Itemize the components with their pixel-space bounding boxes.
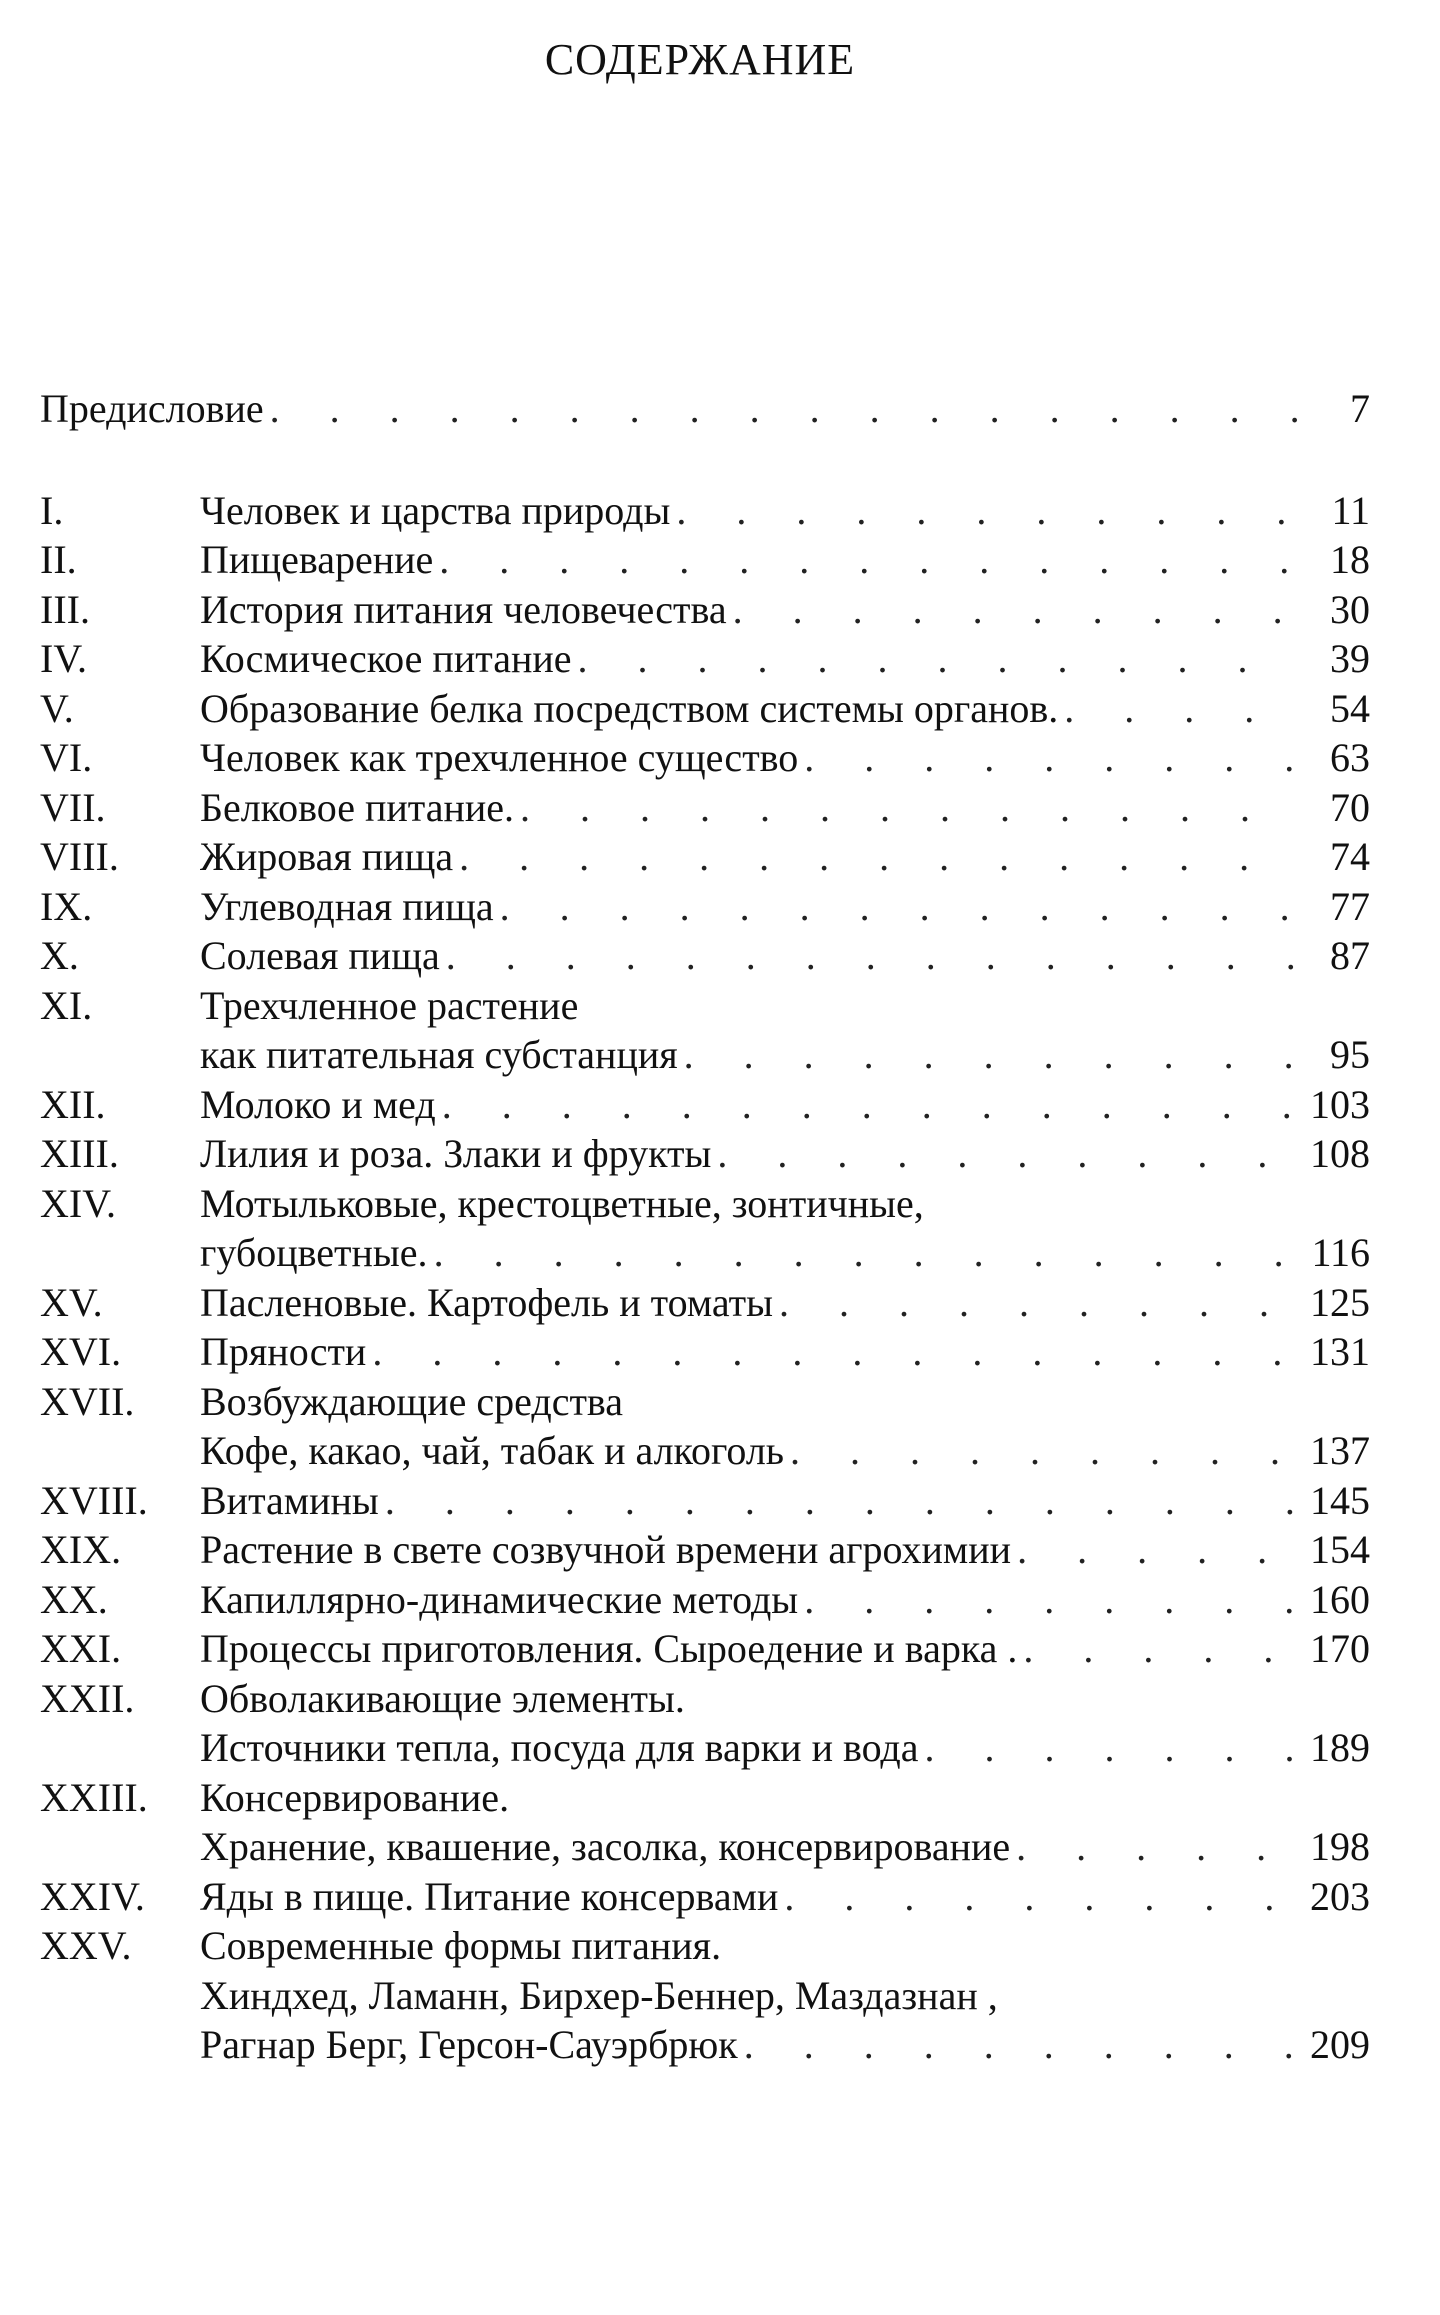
toc-entry-title: Космическое питание — [200, 636, 572, 681]
toc-entry-title: Рагнар Берг, Герсон-Сауэрбрюк — [200, 2022, 738, 2067]
chapter-number: XIX. — [40, 1527, 122, 1572]
chapter-number: II. — [40, 537, 77, 582]
toc-entry-line — [40, 1625, 1370, 1675]
toc-entry-line — [40, 536, 1370, 586]
chapter-number: VIII. — [40, 834, 119, 879]
toc-entry-preface — [40, 385, 1370, 435]
toc-page-number: 70 — [1330, 784, 1370, 830]
toc-entry-line — [40, 1229, 1370, 1279]
toc-entry-line — [40, 982, 1370, 1032]
dot-leader — [784, 1427, 1300, 1474]
toc-entry-line — [40, 1031, 1370, 1081]
toc-entry-line — [40, 1774, 1370, 1824]
toc-entry-line — [40, 1675, 1370, 1725]
chapter-number: IV. — [40, 636, 88, 681]
toc-entry-line — [40, 734, 1370, 784]
dot-leader — [572, 635, 1300, 682]
toc-entry-title: Обволакивающие элементы. — [200, 1675, 685, 1721]
toc-page-number: 116 — [1311, 1230, 1370, 1275]
toc-page-number: 39 — [1330, 636, 1370, 681]
chapter-number: XXII. — [40, 1675, 135, 1721]
toc-page-number: 11 — [1331, 487, 1370, 533]
toc-page-number: 145 — [1310, 1477, 1370, 1523]
dot-leader — [264, 385, 1300, 432]
toc-page-number: 77 — [1330, 883, 1370, 929]
toc-page-number: 108 — [1310, 1131, 1370, 1176]
toc-entry-title: Кофе, какао, чай, табак и алкоголь — [200, 1428, 785, 1473]
chapter-number: XXIII. — [40, 1774, 148, 1820]
dot-leader — [727, 586, 1300, 633]
toc-entry-line — [40, 1477, 1370, 1527]
page-title: СОДЕРЖАНИЕ — [544, 35, 856, 84]
toc-entry-line — [40, 685, 1370, 735]
dot-leader — [778, 1873, 1300, 1920]
toc-page-number: 30 — [1330, 586, 1370, 632]
toc-entry-line — [40, 1180, 1370, 1230]
chapter-number: XXV. — [40, 1923, 132, 1968]
toc-entry-line — [40, 2021, 1370, 2071]
chapter-number: XII. — [40, 1081, 106, 1127]
toc-entry-title: Лилия и роза. Злаки и фрукты — [200, 1131, 712, 1176]
toc-page-number: 160 — [1310, 1576, 1370, 1622]
toc-page-number: 95 — [1330, 1032, 1370, 1077]
dot-leader — [738, 2021, 1300, 2068]
dot-leader — [436, 1081, 1300, 1128]
toc-entry-line — [40, 833, 1370, 883]
toc-page-number: 74 — [1330, 834, 1370, 879]
chapter-number: XVII. — [40, 1378, 135, 1424]
toc-entry-title: Современные формы питания. — [200, 1923, 722, 1968]
toc-entry-line — [40, 1823, 1370, 1873]
dot-leader — [366, 1328, 1300, 1375]
toc-entry-line — [40, 1279, 1370, 1329]
toc-entry-line — [40, 1427, 1370, 1477]
dot-leader — [1017, 1625, 1300, 1672]
dot-leader — [711, 1130, 1300, 1177]
toc-entry-title: Белковое питание. — [200, 784, 515, 830]
dot-leader — [1011, 1526, 1300, 1573]
toc-entry-title: Мотыльковые, крестоцветные, зонтичные, — [200, 1180, 924, 1226]
chapter-number: VI. — [40, 735, 93, 780]
toc-entry-title: Углеводная пища — [200, 883, 494, 929]
toc-entry-title: Витамины — [200, 1477, 379, 1523]
toc-entry-title: Жировая пища — [200, 834, 454, 879]
toc-page-number: 131 — [1310, 1329, 1370, 1374]
table-of-contents — [40, 385, 1370, 2071]
chapter-number: XVI. — [40, 1329, 122, 1374]
dot-leader — [773, 1279, 1300, 1326]
toc-entry-line — [40, 1576, 1370, 1626]
toc-entry-title: как питательная субстанция — [200, 1032, 678, 1077]
toc-entry-title: Молоко и мед — [200, 1081, 436, 1127]
toc-entry-line — [40, 784, 1370, 834]
chapter-number: V. — [40, 685, 74, 731]
chapter-number: XIV. — [40, 1180, 116, 1226]
dot-leader — [1010, 1823, 1300, 1870]
chapter-number: XI. — [40, 982, 93, 1028]
chapter-number: XX. — [40, 1576, 108, 1622]
toc-entry-line — [40, 883, 1370, 933]
toc-entry-title: губоцветные. — [200, 1230, 428, 1275]
dot-leader — [798, 734, 1300, 781]
toc-entry-title: Растение в свете созвучной времени агрохимии — [200, 1527, 1012, 1572]
toc-entry-title: Яды в пище. Питание консервами — [200, 1873, 779, 1919]
toc-entry-title: История питания человечества — [200, 586, 727, 632]
toc-entry-line — [40, 1526, 1370, 1576]
toc-entry-title: Солевая пища — [200, 933, 440, 978]
chapter-number: IX. — [40, 883, 93, 929]
toc-page-number: 54 — [1330, 685, 1370, 731]
toc-entry-title: Консервирование. — [200, 1774, 510, 1820]
chapter-number: I. — [40, 487, 64, 533]
toc-entry-line — [40, 1328, 1370, 1378]
toc-entry-title: Источники тепла, посуда для варки и вода — [200, 1725, 919, 1770]
toc-entry-title: Человек как трехчленное существо — [200, 735, 799, 780]
toc-page-number: 203 — [1310, 1873, 1370, 1919]
toc-page-number: 170 — [1310, 1626, 1370, 1671]
toc-entry-line — [40, 635, 1370, 685]
toc-entry-title: Пасленовые. Картофель и томаты — [200, 1279, 773, 1325]
chapter-number: XXIV. — [40, 1873, 145, 1919]
toc-page-number: 209 — [1310, 2022, 1370, 2067]
dot-leader — [798, 1576, 1300, 1623]
toc-page-number: 18 — [1330, 537, 1370, 582]
toc-page-number: 87 — [1330, 933, 1370, 978]
chapter-number: III. — [40, 586, 90, 632]
toc-entry-title: Хранение, квашение, засолка, консервирование — [200, 1824, 1011, 1869]
toc-page-number: 125 — [1310, 1279, 1370, 1325]
toc-entry-title: Трехчленное растение — [200, 982, 579, 1028]
dot-leader — [453, 833, 1300, 880]
toc-page-number: 137 — [1310, 1428, 1370, 1473]
dot-leader — [514, 784, 1300, 831]
toc-page-number: 7 — [1350, 386, 1370, 431]
toc-entry-line — [40, 1922, 1370, 1972]
toc-page-number: 103 — [1310, 1081, 1370, 1127]
dot-leader — [919, 1724, 1300, 1771]
chapter-number: XXI. — [40, 1626, 122, 1671]
toc-entry-line — [40, 932, 1370, 982]
toc-page-number: 154 — [1310, 1527, 1370, 1572]
toc-entry-line — [40, 1130, 1370, 1180]
dot-leader — [433, 536, 1300, 583]
dot-leader — [1058, 685, 1300, 732]
chapter-number: XV. — [40, 1279, 103, 1325]
chapter-number: X. — [40, 933, 79, 978]
toc-entry-title: Пряности — [200, 1329, 367, 1374]
chapter-number: XIII. — [40, 1131, 119, 1176]
toc-entry-title: Человек и царства природы — [200, 487, 671, 533]
toc-entry-line — [40, 1972, 1370, 2022]
toc-page-number: 63 — [1330, 735, 1370, 780]
toc-entry-line — [40, 1873, 1370, 1923]
chapter-number: XVIII. — [40, 1477, 148, 1523]
toc-entry-title: Хиндхед, Ламанн, Бирхер-Беннер, Маздазнан , — [200, 1972, 998, 2018]
toc-entry-line — [40, 487, 1370, 537]
toc-entry-line — [40, 1081, 1370, 1131]
toc-entry-title: Пищеварение — [200, 537, 434, 582]
dot-leader — [440, 932, 1300, 979]
toc-entry-line — [40, 1378, 1370, 1428]
toc-entry-title: Процессы приготовления. Сыроедение и варка . — [200, 1626, 1018, 1671]
dot-leader — [379, 1477, 1300, 1524]
dot-leader — [670, 487, 1300, 534]
toc-entry-line — [40, 1724, 1370, 1774]
toc-entry-title: Образование белка посредством системы органов. — [200, 685, 1059, 731]
toc-page-number: 198 — [1310, 1824, 1370, 1869]
dot-leader — [494, 883, 1300, 930]
toc-entry-title: Возбуждающие средства — [200, 1378, 624, 1424]
chapter-number: VII. — [40, 784, 106, 830]
toc-entry-title: Предисловие — [40, 386, 264, 431]
toc-page-number: 189 — [1310, 1725, 1370, 1770]
toc-entry-line — [40, 586, 1370, 636]
dot-leader — [428, 1229, 1300, 1276]
toc-entry-title: Капиллярно-динамические методы — [200, 1576, 799, 1622]
dot-leader — [678, 1031, 1300, 1078]
